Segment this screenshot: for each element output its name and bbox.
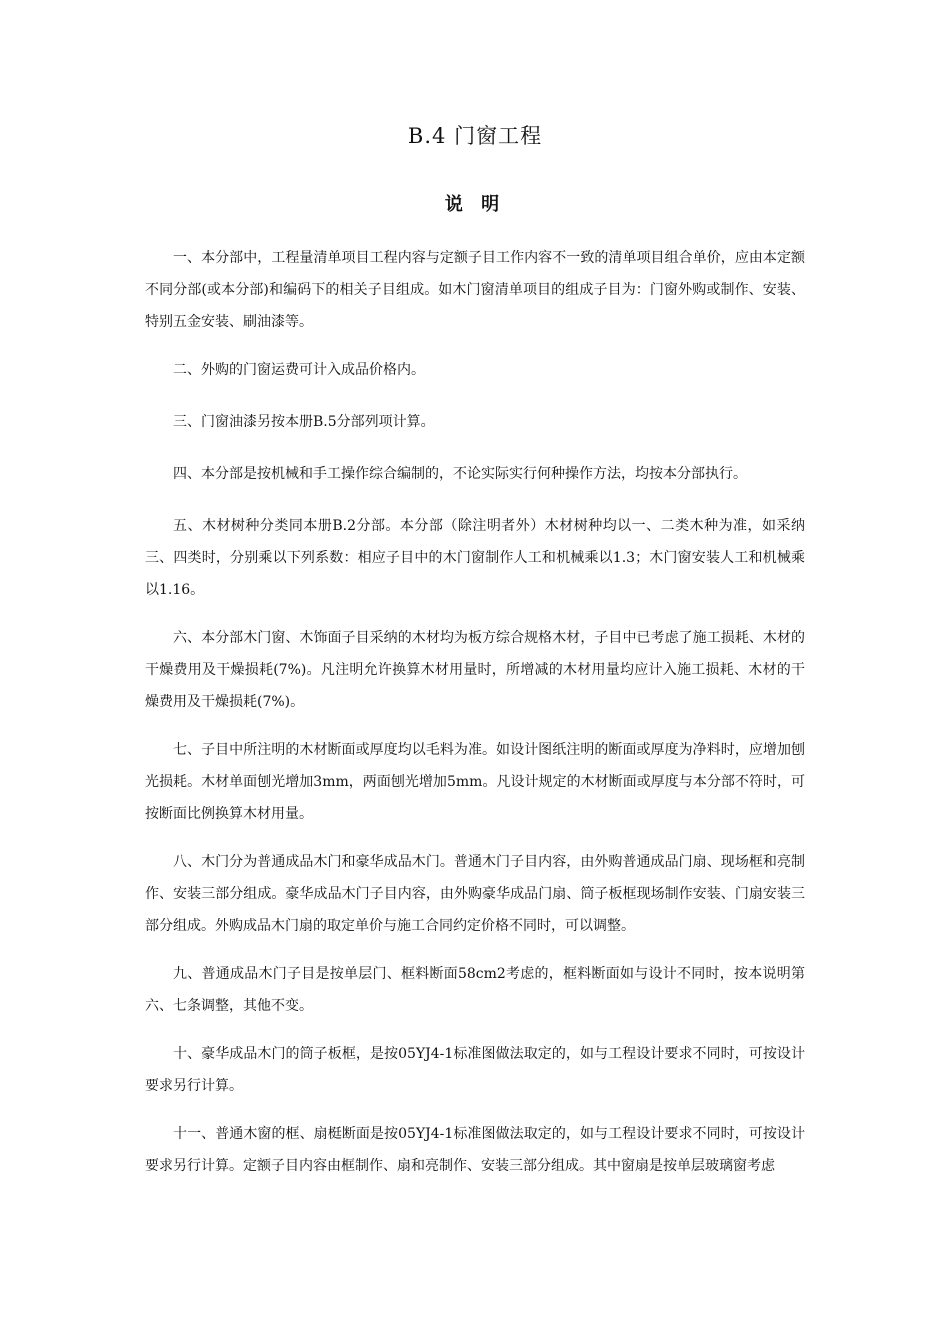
paragraph-1: 一、本分部中，工程量清单项目工程内容与定额子目工作内容不一致的清单项目组合单价，应由本定额不同分部(或本分部)和编码下的相关子目组成。如木门窗清单项目的组成子目为：门窗外购或制作、安装、特别五金安装、刷油漆等。 [145,250,805,330]
paragraph-9: 九、普通成品木门子目是按单层门、框料断面58cm2考虑的，框料断面如与设计不同时，按本说明第六、七条调整，其他不变。 [145,966,805,1014]
paragraph-6: 六、本分部木门窗、木饰面子目采纳的木材均为板方综合规格木材，子目中已考虑了施工损耗、木材的干燥费用及干燥损耗(7%)。凡注明允许换算木材用量时，所增减的木材用量均应计入施工损耗、木材的干燥费用及干燥损耗(7%)。 [145,630,805,710]
page-title: B.4 门窗工程 [407,124,543,148]
paragraph-10: 十、豪华成品木门的筒子板框，是按05YJ4-1标准图做法取定的，如与工程设计要求不同时，可按设计要求另行计算。 [145,1046,805,1094]
paragraph-8: 八、木门分为普通成品木门和豪华成品木门。普通木门子目内容，由外购普通成品门扇、现场框和亮制作、安装三部分组成。豪华成品木门子目内容，由外购豪华成品门扇、筒子板框现场制作安装、门扇安装三部分组成。外购成品木门扇的取定单价与施工合同约定价格不同时，可以调整。 [145,854,805,934]
paragraph-3: 三、门窗油漆另按本册B.5分部列项计算。 [173,414,435,430]
paragraph-11: 十一、普通木窗的框、扇梃断面是按05YJ4-1标准图做法取定的，如与工程设计要求不同时，可按设计要求另行计算。定额子目内容由框制作、扇和亮制作、安装三部分组成。其中窗扇是按单层玻璃窗考虑 [145,1126,805,1174]
paragraph-2: 二、外购的门窗运费可计入成品价格内。 [173,362,425,378]
section-heading: 说 明 [444,194,506,215]
paragraph-7: 七、子目中所注明的木材断面或厚度均以毛料为准。如设计图纸注明的断面或厚度为净料时，应增加刨光损耗。木材单面刨光增加3mm，两面刨光增加5mm。凡设计规定的木材断面或厚度与本分部不符时，可按断面比例换算木材用量。 [145,742,805,822]
paragraph-5: 五、木材树种分类同本册B.2分部。本分部（除注明者外）木材树种均以一、二类木种为准，如采纳三、四类时，分别乘以下列系数：相应子目中的木门窗制作人工和机械乘以1.3；木门窗安装人工和机械乘以1.16。 [145,518,805,598]
paragraph-4: 四、本分部是按机械和手工操作综合编制的，不论实际实行何种操作方法，均按本分部执行。 [173,466,747,482]
